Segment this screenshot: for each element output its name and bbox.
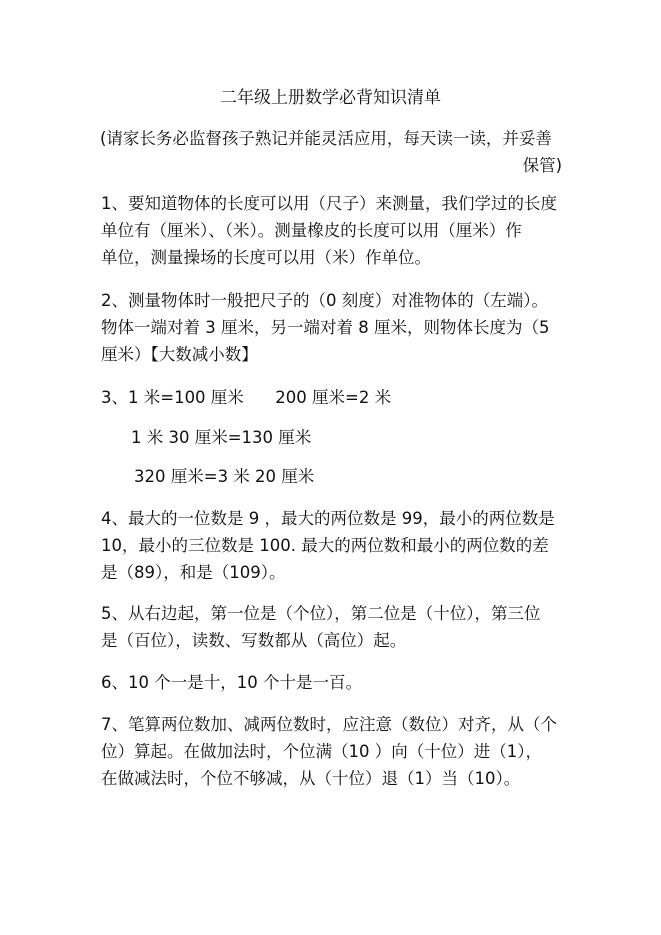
- item-line: 7、笔算两位数加、减两位数时，应注意（数位）对齐，从（个: [101, 715, 557, 734]
- item-line: 位）算起。在做加法时，个位满（10 ）向（十位）进（1），: [101, 742, 542, 761]
- item-line: 2、测量物体时一般把尺子的（0 刻度）对准物体的（左端）。: [101, 291, 548, 310]
- item-line: 物体一端对着 3 厘米，另一端对着 8 厘米，则物体长度为（5: [101, 318, 550, 337]
- document-title: 二年级上册数学必背知识清单: [220, 88, 441, 108]
- item-line: 3、1 米=100 厘米 200 厘米=2 米: [101, 388, 392, 407]
- knowledge-item-6: [101, 669, 571, 696]
- knowledge-item-7: [101, 711, 571, 792]
- knowledge-item-3-sub-2: [101, 463, 604, 490]
- item-line: 是（89），和是（109）。: [101, 563, 286, 582]
- item-line: 是（百位），读数、写数都从（高位）起。: [101, 631, 407, 650]
- item-line: 10，最小的三位数是 100. 最大的两位数和最小的两位数的差: [101, 536, 549, 555]
- item-sub-line: 320 厘米=3 米 20 厘米: [134, 467, 315, 486]
- item-sub-line: 1 米 30 厘米=130 厘米: [131, 428, 312, 447]
- subtitle-line: (请家长务必监督孩子熟记并能灵活应用，每天读一读，并妥善: [100, 129, 552, 148]
- item-line: 6、10 个一是十，10 个十是一百。: [101, 673, 362, 692]
- document-subtitle: [100, 125, 562, 179]
- knowledge-item-5: [101, 600, 571, 654]
- item-line: 4、最大的一位数是 9 ，最大的两位数是 99，最小的两位数是: [101, 509, 555, 528]
- item-line: 1、要知道物体的长度可以用（尺子）来测量，我们学过的长度: [101, 194, 557, 213]
- item-line: 厘米）【大数减小数】: [101, 345, 258, 364]
- item-line: 单位有（厘米）、（米）。测量橡皮的长度可以用（厘米）作: [101, 221, 522, 240]
- knowledge-item-4: [101, 505, 571, 586]
- item-line: 单位，测量操场的长度可以用（米）作单位。: [101, 248, 431, 267]
- knowledge-item-1: [101, 190, 571, 271]
- knowledge-item-3-sub-1: [101, 424, 601, 451]
- item-line: 在做减法时，个位不够减，从（十位）退（1）当（10）。: [101, 769, 521, 788]
- knowledge-item-3: [101, 384, 571, 411]
- knowledge-item-2: [101, 287, 571, 368]
- subtitle-line: 保管): [522, 156, 562, 175]
- item-line: 5、从右边起，第一位是（个位），第二位是（十位），第三位: [101, 604, 541, 623]
